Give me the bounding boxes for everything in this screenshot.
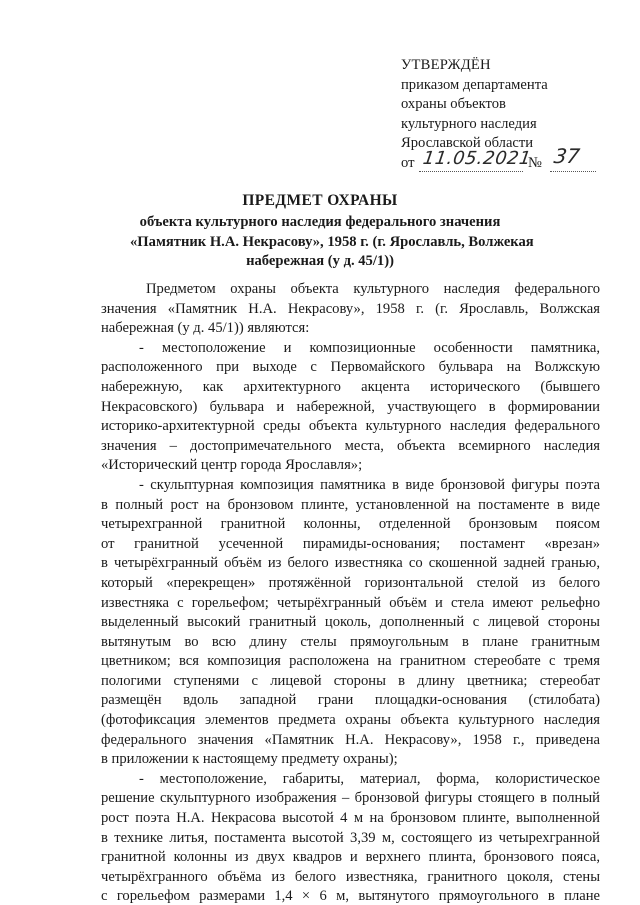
body-line: Некрасовского) бульвара и набережной, участвующего в формировании — [101, 398, 600, 415]
body-line: цветником; вся композиция расположена на гранитном стереобате с тремя — [101, 653, 600, 670]
subtitle-line: «Памятник Н.А. Некрасову», 1958 г. (г. Ярославль, Волжекая — [130, 233, 534, 250]
document-body — [101, 280, 600, 905]
body-line: гранитной колонны из двух квадров и верхнего плинта, бронзового пояса, — [101, 849, 600, 866]
approval-line: охраны объектов — [401, 96, 506, 113]
body-line: - скульптурная композиция памятника в виде бронзовой фигуры поэта — [139, 476, 600, 493]
body-line: «Исторический центр города Ярославля»; — [101, 457, 363, 474]
body-line: вытянутым во всю длину стелы прямоугольным в плане гранитным — [101, 633, 600, 650]
body-line: Предметом охраны объекта культурного наследия федерального — [146, 281, 600, 297]
approval-line: культурного наследия — [401, 115, 537, 132]
body-line: федерального значения «Памятник Н.А. Некрасову», 1958 г., приведена — [101, 731, 600, 748]
approval-line: приказом департамента — [401, 76, 548, 93]
body-line: решение скульптурного изображения – бронзовой фигуры стоящего в полный — [101, 790, 600, 807]
body-line: от гранитной усеченной пирамиды-основания; постамент «врезан» — [101, 535, 600, 552]
subtitle-line: набережная (у д. 45/1)) — [246, 253, 394, 270]
body-line: в приложении к настоящему предмету охраны); — [101, 751, 398, 768]
body-line: значения – достопримечательного места, объекта всемирного наследия — [101, 437, 600, 454]
body-line: набережную, как архитектурного акцента исторического (бывшего — [101, 378, 600, 395]
body-line: рост поэта Н.А. Некрасова высотой 4 м на бронзовом плинте, выполненной — [101, 810, 600, 827]
number-underline — [550, 171, 596, 172]
document-subtitle — [130, 213, 534, 272]
body-line: четырехгранной гранитной колонны, отделенной бронзовым поясом — [101, 516, 600, 533]
document-title: ПРЕДМЕТ ОХРАНЫ — [242, 192, 398, 209]
body-line: (фотофиксация элементов предмета охраны объекта культурного наследия — [101, 712, 600, 729]
body-line: четырёхгранного объёма из белого известняка, гранитного цоколя, стены — [101, 868, 600, 885]
body-line: в четырёхгранный объём из белого известняка со скошенной задней гранью, — [101, 555, 600, 572]
body-line: - местоположение и композиционные особенности памятника, — [139, 339, 600, 356]
date-underline — [419, 171, 523, 172]
body-line: в технике литья, постамента высотой 3,39 м, состоящего из четырехгранной — [101, 829, 600, 846]
body-line: с горельефом размерами 1,4 × 6 м, вытянутого прямоугольного в плане — [101, 888, 600, 905]
body-line: расположенного при выходе с Первомайского бульвара на Волжскую — [101, 359, 600, 376]
handwritten-date: 11.05.2021 — [421, 147, 533, 169]
body-line: выделенный высокий гранитный цоколь, дополненный с лицевой стороны — [101, 614, 600, 631]
approval-title: УТВЕРЖДЁН — [401, 57, 491, 73]
date-prefix: от — [401, 154, 415, 171]
body-line: пологими ступенями с лицевой стороны в длину цветника; стереобат — [101, 672, 600, 689]
subtitle-line: объекта культурного наследия федерального значения — [139, 214, 501, 230]
approval-block — [401, 56, 611, 178]
body-line: - местоположение, габариты, материал, форма, колористическое — [139, 770, 600, 787]
body-line: размещён вдоль западной грани площадки-основания (стилобата) — [101, 692, 600, 709]
handwritten-number: 37 — [552, 143, 582, 168]
approval-line: Ярославской области — [401, 135, 534, 152]
number-sign: № — [528, 154, 542, 171]
body-line: который «перекрещен» протяжённой горизонтальной стелой из белого — [101, 574, 600, 591]
body-line: значения «Памятник Н.А. Некрасову», 1958 г. (г. Ярославль, Волжская — [101, 300, 600, 317]
body-line: историко-архитектурной среды объекта культурного наследия федерального — [101, 418, 600, 435]
body-line: в полный рост на бронзовом плинте, установленной на постаменте в виде — [101, 496, 600, 513]
body-line: известняка с горельефом; четырёхгранный объём и стела имеют рельефно — [101, 594, 600, 611]
body-line: набережная (у д. 45/1)) являются: — [101, 320, 310, 337]
